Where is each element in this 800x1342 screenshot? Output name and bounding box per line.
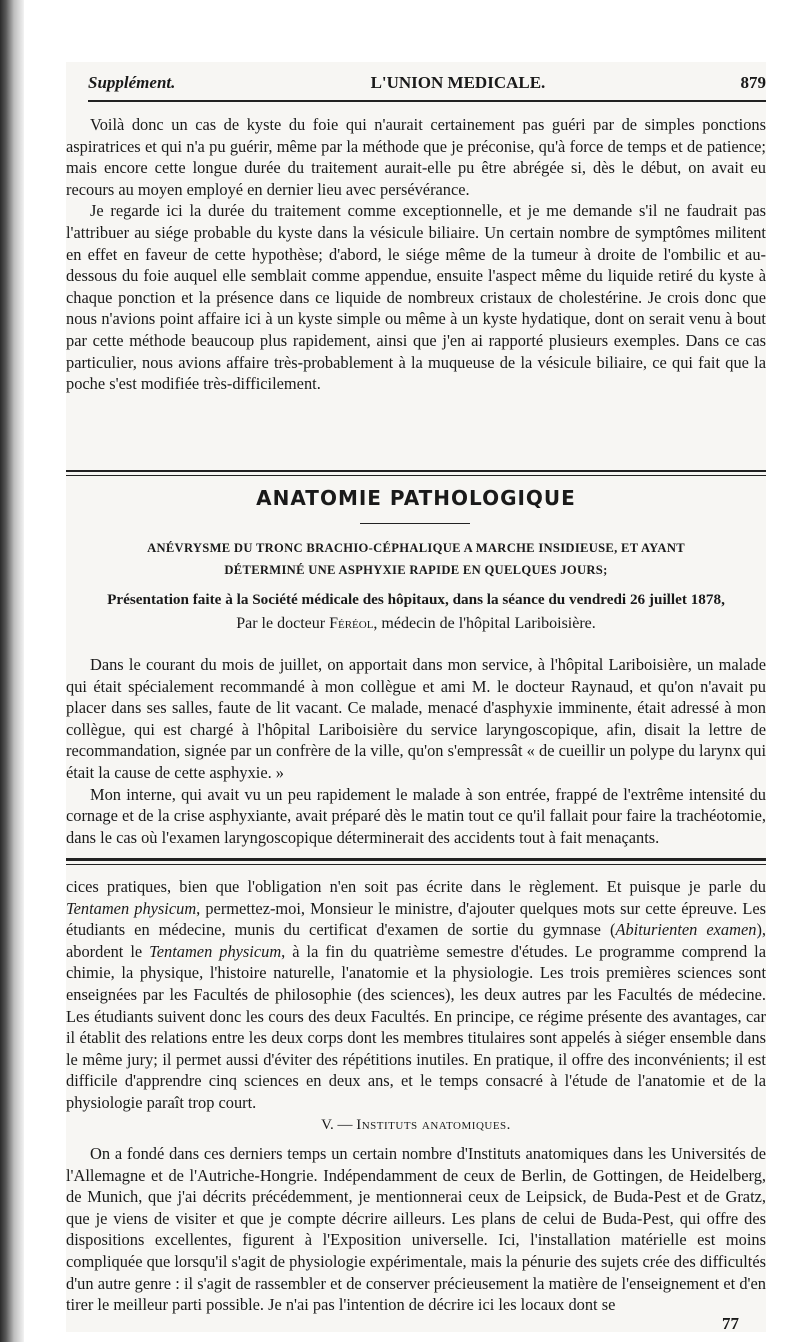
section-title: ANATOMIE PATHOLOGIQUE: [256, 486, 576, 510]
running-header: [88, 68, 766, 98]
section-number: V. —: [321, 1117, 357, 1133]
paragraph-anat-1: Dans le courant du mois de juillet, on apportait dans mon service, à l'hôpital Lariboisière, un malade qui était spécialement recommandé à mon collègue et ami M. le docteur Raynaud, et qu'on n'avait pu placer dans ses salles, faute de lit vacant. Ce malade, menacé d'asphyxie imminente, était adressé à mon collègue, qui est chargé à l'hôpital Lariboisière du service laryngoscopique, afin, disait la lettre de recommandation, signée par un confrère de la ville, qu'on s'empressât « de cueillir un polype du larynx qui était la cause de cette asphyxie. »: [66, 655, 766, 782]
article-continuation: [66, 114, 766, 395]
title-underline: [360, 523, 470, 524]
feuilleton-paragraph-1: cices pratiques, bien que l'obligation n'en soit pas écrite dans le règlement. Et puisque je parle du Tentamen physicum, permettez-moi, Monsieur le ministre, d'ajouter quelques mots sur cette épreuve. Les étudiants en médecine, munis du certificat d'examen de sortie du gymnase (Abiturienten examen), abordent le Tentamen physicum, à la fin du quatrième semestre d'études. Le programme comprend la chimie, la physique, l'histoire naturelle, l'anatomie et la physiologie. Les trois premières sciences sont enseignées par les Facultés de philosophie (des sciences), les deux autres par les Facultés de médecine. Les étudiants suivent donc les cours des deux Facultés. En principe, ce régime présente des avantages, car il établit des relations entre les deux corps dont les membres titulaires sont appelés à siéger ensemble dans le même jury; il permet aussi d'éviter des répétitions inutiles. En pratique, il offre des inconvénients; il est difficile d'apprendre cinq sciences en deux ans, et le temps consacré à l'étude de l'anatomie et de la physiologie paraît trop court.: [66, 877, 766, 1112]
feuilleton-rule-thin: [66, 864, 766, 865]
feuilleton-rule-thick: [66, 858, 766, 861]
feuilleton-paragraph-2: On a fondé dans ces derniers temps un certain nombre d'Instituts anatomiques dans les Universités de l'Allemagne et de l'Autriche-Hongrie. Indépendamment de ceux de Berlin, de Gottingen, de Heidelberg, de Munich, que j'ai décrits précédemment, je mentionnerai ceux de Leipsick, de Buda-Pest et de Gratz, que je viens de visiter et que je compte décrire ailleurs. Les plans de celui de Buda-Pest, qui offre des dispositions excellentes, figurent à l'Exposition universelle. Ici, l'installation matérielle est moins compliquée que lorsqu'il s'agit de physiologie expérimentale, mais la pénurie des sujets crée des difficultés d'un autre genre : il s'agit de rassembler et de conserver précieusement la matière de l'enseignement et d'en tirer le meilleur parti possible. Je n'ai pas l'intention de décrire ici les locaux dont se: [66, 1144, 766, 1315]
paragraph-kyste-1: Voilà donc un cas de kyste du foie qui n'aurait certainement pas guéri par de simples ponctions aspiratrices et qui n'a pu guérir, même par la méthode que je préconise, qu'à force de temps et de patience; mais encore cette longue durée du traitement aurait-elle pu être abrégée si, dès le début, on avait eu recours au moyen employé en dernier lieu avec persévérance.: [66, 115, 766, 199]
author-name: Féréol: [329, 615, 374, 632]
paragraph-anat-2: Mon interne, qui avait vu un peu rapidement le malade à son entrée, frappé de l'extrême intensité du cornage et de la crise asphyxiante, avait préparé dès le matin tout ce qu'il fallait pour faire la trachéotomie, dans le cas où l'examen laryngoscopique déterminerait des accidents tout à fait menaçants.: [66, 784, 766, 847]
tentamen-term-1: Tentamen physicum: [66, 898, 197, 918]
section-rule-top-thin: [66, 475, 766, 476]
scan-shadow-edge: [0, 0, 24, 1342]
header-supplement: Supplément.: [88, 73, 176, 92]
feuilleton-part2: [66, 1143, 766, 1316]
paragraph-kyste-2: Je regarde ici la durée du traitement comme exceptionnelle, et je me demande s'il ne faudrait pas l'attribuer au siége probable du kyste dans la vésicule biliaire. Un certain nombre de symptômes militent en effet en faveur de cette hypothèse; d'abord, le siége même de la tumeur à droite de l'ombilic et au-dessous du foie auquel elle semblait comme appendue, ensuite l'aspect même du liquide retiré du kyste à chaque ponction et la présence dans ce liquide de nombreux cristaux de cholestérine. Je crois donc que nous n'avions point affaire ici à un kyste simple ou même à un kyste hydatique, dont on serait venu à bout par cette méthode beaucoup plus rapidement, ainsi que j'en ai rapporté plusieurs exemples. Dans ce cas particulier, nous avions affaire très-probablement à la muqueuse de la vésicule biliaire, ce qui fait que la poche s'est modifiée très-difficilement.: [66, 201, 766, 394]
feuilleton-part1: [66, 876, 766, 1114]
article-subtitle-line2: DÉTERMINÉ UNE ASPHYXIE RAPIDE EN QUELQUES JOURS;: [224, 563, 608, 577]
tentamen-term-2: Tentamen physicum: [149, 941, 282, 961]
presentation-line: Présentation faite à la Société médicale des hôpitaux, dans la séance du vendredi 26 juillet 1878,: [107, 591, 725, 608]
section-heading-text: Instituts anatomiques.: [356, 1117, 511, 1133]
header-rule: [88, 100, 766, 102]
article-anatomie: [66, 654, 766, 848]
feuilleton-section-heading: [66, 1117, 766, 1134]
header-page-number: 879: [740, 73, 766, 92]
section-rule-top: [66, 470, 766, 472]
footer-page-number: 77: [722, 1314, 739, 1333]
author-line: [66, 615, 766, 633]
abiturienten-term: Abiturienten examen: [615, 920, 757, 940]
header-journal-title: L'UNION MEDICALE.: [370, 73, 546, 92]
author-suffix: , médecin de l'hôpital Lariboisière.: [373, 615, 596, 632]
article-subtitle-line1: ANÉVRYSME DU TRONC BRACHIO-CÉPHALIQUE A MARCHE INSIDIEUSE, ET AYANT: [147, 541, 685, 555]
author-prefix: Par le docteur: [236, 615, 326, 632]
